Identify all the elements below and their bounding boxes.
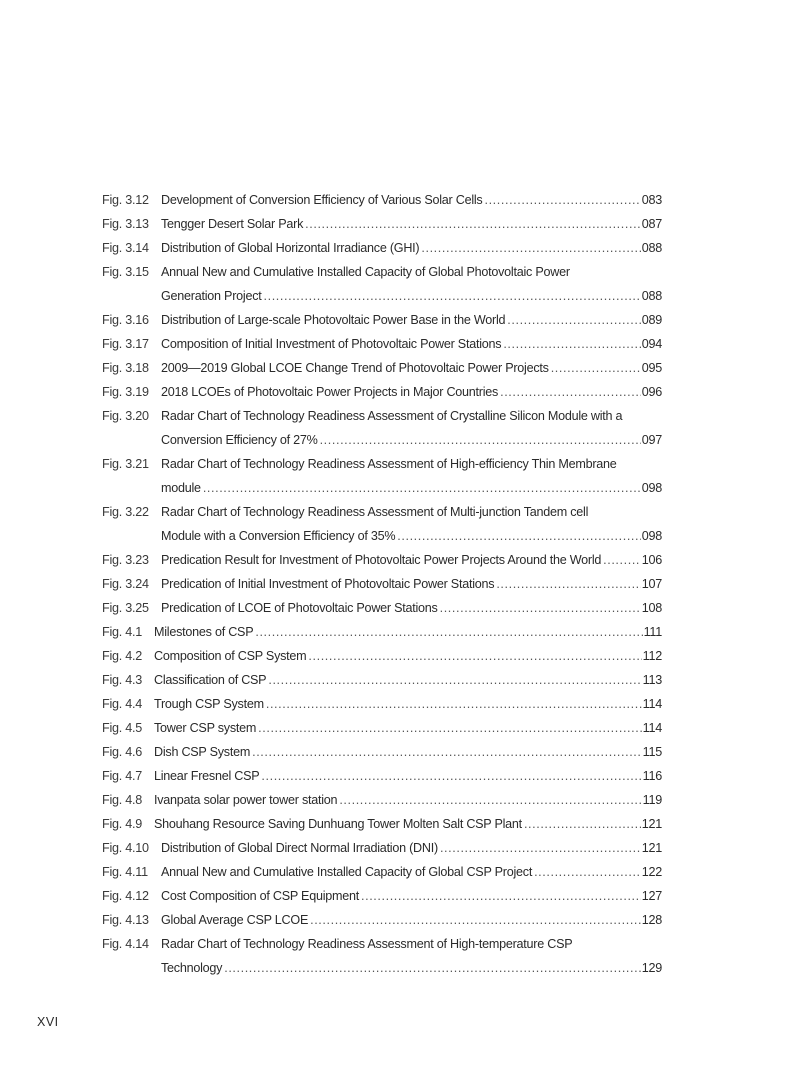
dot-leader [551, 356, 641, 380]
figure-number: Fig. 4.7 [102, 769, 142, 783]
figure-title-continued: Conversion Efficiency of 27% [161, 433, 318, 447]
figure-number: Fig. 3.24 [102, 577, 149, 591]
page-reference: 119 [642, 793, 662, 807]
dot-leader [266, 692, 642, 716]
dot-leader [524, 812, 641, 836]
dot-leader [500, 380, 641, 404]
figure-number: Fig. 4.5 [102, 721, 142, 735]
page-reference: 128 [641, 913, 662, 927]
figure-title: Development of Conversion Efficiency of Various Solar Cells [161, 193, 483, 207]
figure-number: Fig. 4.12 [102, 889, 149, 903]
figure-title: 2018 LCOEs of Photovoltaic Power Projects in Major Countries [161, 385, 499, 399]
toc-entry-continuation[interactable] [102, 476, 662, 500]
page-reference: 087 [641, 217, 662, 231]
figure-number: Fig. 3.14 [102, 241, 149, 255]
dot-leader [252, 740, 642, 764]
toc-entry[interactable] [102, 884, 662, 908]
toc-entry[interactable] [102, 236, 662, 260]
dot-leader [397, 524, 640, 548]
page-reference: 097 [641, 433, 662, 447]
toc-entry[interactable] [102, 764, 662, 788]
dot-leader [421, 236, 640, 260]
toc-entry[interactable] [102, 644, 662, 668]
toc-entry[interactable] [102, 836, 662, 860]
dot-leader [440, 596, 641, 620]
toc-entry[interactable] [102, 452, 662, 476]
page-reference: 096 [641, 385, 662, 399]
figure-title: Radar Chart of Technology Readiness Assessment of High-efficiency Thin Membrane [161, 457, 617, 471]
figure-title: Tengger Desert Solar Park [161, 217, 304, 231]
figure-title: Global Average CSP LCOE [161, 913, 309, 927]
dot-leader [361, 884, 641, 908]
figure-number: Fig. 4.11 [102, 865, 148, 879]
dot-leader [264, 284, 641, 308]
dot-leader [496, 572, 640, 596]
page-reference: 122 [641, 865, 662, 879]
toc-entry[interactable] [102, 668, 662, 692]
toc-entry[interactable] [102, 356, 662, 380]
figure-title: Trough CSP System [154, 697, 264, 711]
list-of-figures [102, 188, 662, 980]
figure-title: Radar Chart of Technology Readiness Assessment of Crystalline Silicon Module with a [161, 409, 623, 423]
dot-leader [268, 668, 641, 692]
toc-entry[interactable] [102, 332, 662, 356]
figure-title-continued: Technology [161, 961, 223, 975]
figure-number: Fig. 4.2 [102, 649, 142, 663]
toc-entry[interactable] [102, 572, 662, 596]
dot-leader [305, 212, 641, 236]
figure-title: Composition of CSP System [154, 649, 307, 663]
figure-number: Fig. 3.15 [102, 265, 149, 279]
figure-title: Distribution of Global Horizontal Irradiance (GHI) [161, 241, 420, 255]
page-reference: 121 [641, 841, 662, 855]
page-reference: 129 [641, 961, 662, 975]
dot-leader [310, 908, 641, 932]
page-reference: 112 [642, 649, 662, 663]
figure-title: 2009—2019 Global LCOE Change Trend of Photovoltaic Power Projects [161, 361, 549, 375]
figure-title: Cost Composition of CSP Equipment [161, 889, 360, 903]
toc-entry-continuation[interactable] [102, 524, 662, 548]
dot-leader [255, 620, 642, 644]
dot-leader [507, 308, 640, 332]
toc-entry[interactable] [102, 404, 662, 428]
figure-number: Fig. 4.6 [102, 745, 142, 759]
toc-entry-continuation[interactable] [102, 284, 662, 308]
toc-entry[interactable] [102, 548, 662, 572]
toc-entry[interactable] [102, 308, 662, 332]
figure-number: Fig. 4.10 [102, 841, 149, 855]
page-reference: 115 [642, 745, 662, 759]
dot-leader [603, 548, 641, 572]
toc-entry[interactable] [102, 212, 662, 236]
page-reference: 094 [641, 337, 662, 351]
figure-title: Annual New and Cumulative Installed Capacity of Global Photovoltaic Power [161, 265, 570, 279]
dot-leader [320, 428, 641, 452]
figure-number: Fig. 3.25 [102, 601, 149, 615]
figure-number: Fig. 3.16 [102, 313, 149, 327]
dot-leader [203, 476, 641, 500]
figure-title: Radar Chart of Technology Readiness Assessment of High-temperature CSP [161, 937, 573, 951]
figure-number: Fig. 3.20 [102, 409, 149, 423]
toc-entry[interactable] [102, 716, 662, 740]
figure-title: Annual New and Cumulative Installed Capacity of Global CSP Project [161, 865, 533, 879]
figure-number: Fig. 3.22 [102, 505, 149, 519]
toc-entry[interactable] [102, 260, 662, 284]
page-reference: 095 [641, 361, 662, 375]
figure-number: Fig. 3.13 [102, 217, 149, 231]
page-reference: 108 [641, 601, 662, 615]
page-reference: 088 [641, 289, 662, 303]
figure-number: Fig. 4.14 [102, 937, 149, 951]
toc-entry-continuation[interactable] [102, 428, 662, 452]
page-reference: 098 [641, 529, 662, 543]
figure-title: Distribution of Large-scale Photovoltaic Power Base in the World [161, 313, 506, 327]
figure-title: Radar Chart of Technology Readiness Assessment of Multi-junction Tandem cell [161, 505, 589, 519]
toc-entry[interactable] [102, 596, 662, 620]
figure-title: Classification of CSP [154, 673, 267, 687]
figure-number: Fig. 4.13 [102, 913, 149, 927]
figure-number: Fig. 4.4 [102, 697, 142, 711]
dot-leader [440, 836, 641, 860]
toc-entry[interactable] [102, 932, 662, 956]
page-reference: 114 [642, 721, 662, 735]
page-number: XVI [37, 1015, 59, 1029]
figure-number: Fig. 3.12 [102, 193, 149, 207]
page-reference: 116 [642, 769, 662, 783]
toc-entry[interactable] [102, 740, 662, 764]
figure-title: Milestones of CSP [154, 625, 254, 639]
figure-number: Fig. 3.23 [102, 553, 149, 567]
toc-entry[interactable] [102, 620, 662, 644]
figure-number: Fig. 4.1 [102, 625, 142, 639]
figure-number: Fig. 4.9 [102, 817, 142, 831]
figure-title: Linear Fresnel CSP [154, 769, 260, 783]
toc-entry[interactable] [102, 908, 662, 932]
dot-leader [339, 788, 641, 812]
page-reference: 106 [641, 553, 662, 567]
figure-number: Fig. 4.8 [102, 793, 142, 807]
dot-leader [484, 188, 640, 212]
page-reference: 113 [642, 673, 662, 687]
toc-entry[interactable] [102, 788, 662, 812]
toc-entry[interactable] [102, 188, 662, 212]
figure-title: Dish CSP System [154, 745, 251, 759]
page-reference: 098 [641, 481, 662, 495]
page-reference: 111 [643, 625, 662, 639]
page-reference: 088 [641, 241, 662, 255]
figure-title: Composition of Initial Investment of Photovoltaic Power Stations [161, 337, 502, 351]
toc-entry[interactable] [102, 692, 662, 716]
figure-title: Predication of LCOE of Photovoltaic Power Stations [161, 601, 438, 615]
toc-entry[interactable] [102, 500, 662, 524]
figure-title-continued: module [161, 481, 201, 495]
figure-title: Shouhang Resource Saving Dunhuang Tower Molten Salt CSP Plant [154, 817, 522, 831]
figure-title: Ivanpata solar power tower station [154, 793, 338, 807]
dot-leader [308, 644, 641, 668]
page-reference: 121 [641, 817, 662, 831]
dot-leader [534, 860, 641, 884]
toc-entry[interactable] [102, 380, 662, 404]
dot-leader [258, 716, 642, 740]
dot-leader [261, 764, 641, 788]
figure-title: Predication Result for Investment of Photovoltaic Power Projects Around the World [161, 553, 602, 567]
figure-number: Fig. 4.3 [102, 673, 142, 687]
page-reference: 127 [641, 889, 662, 903]
figure-number: Fig. 3.17 [102, 337, 149, 351]
figure-number: Fig. 3.18 [102, 361, 149, 375]
page-reference: 083 [641, 193, 662, 207]
toc-entry[interactable] [102, 812, 662, 836]
figure-title-continued: Generation Project [161, 289, 262, 303]
dot-leader [503, 332, 640, 356]
toc-entry[interactable] [102, 860, 662, 884]
figure-number: Fig. 3.19 [102, 385, 149, 399]
figure-title: Predication of Initial Investment of Photovoltaic Power Stations [161, 577, 495, 591]
page-reference: 107 [641, 577, 662, 591]
dot-leader [224, 956, 641, 980]
figure-title-continued: Module with a Conversion Efficiency of 35% [161, 529, 396, 543]
toc-entry-continuation[interactable] [102, 956, 662, 980]
page-reference: 089 [641, 313, 662, 327]
figure-title: Tower CSP system [154, 721, 257, 735]
page-reference: 114 [642, 697, 662, 711]
figure-number: Fig. 3.21 [102, 457, 149, 471]
figure-title: Distribution of Global Direct Normal Irradiation (DNI) [161, 841, 438, 855]
